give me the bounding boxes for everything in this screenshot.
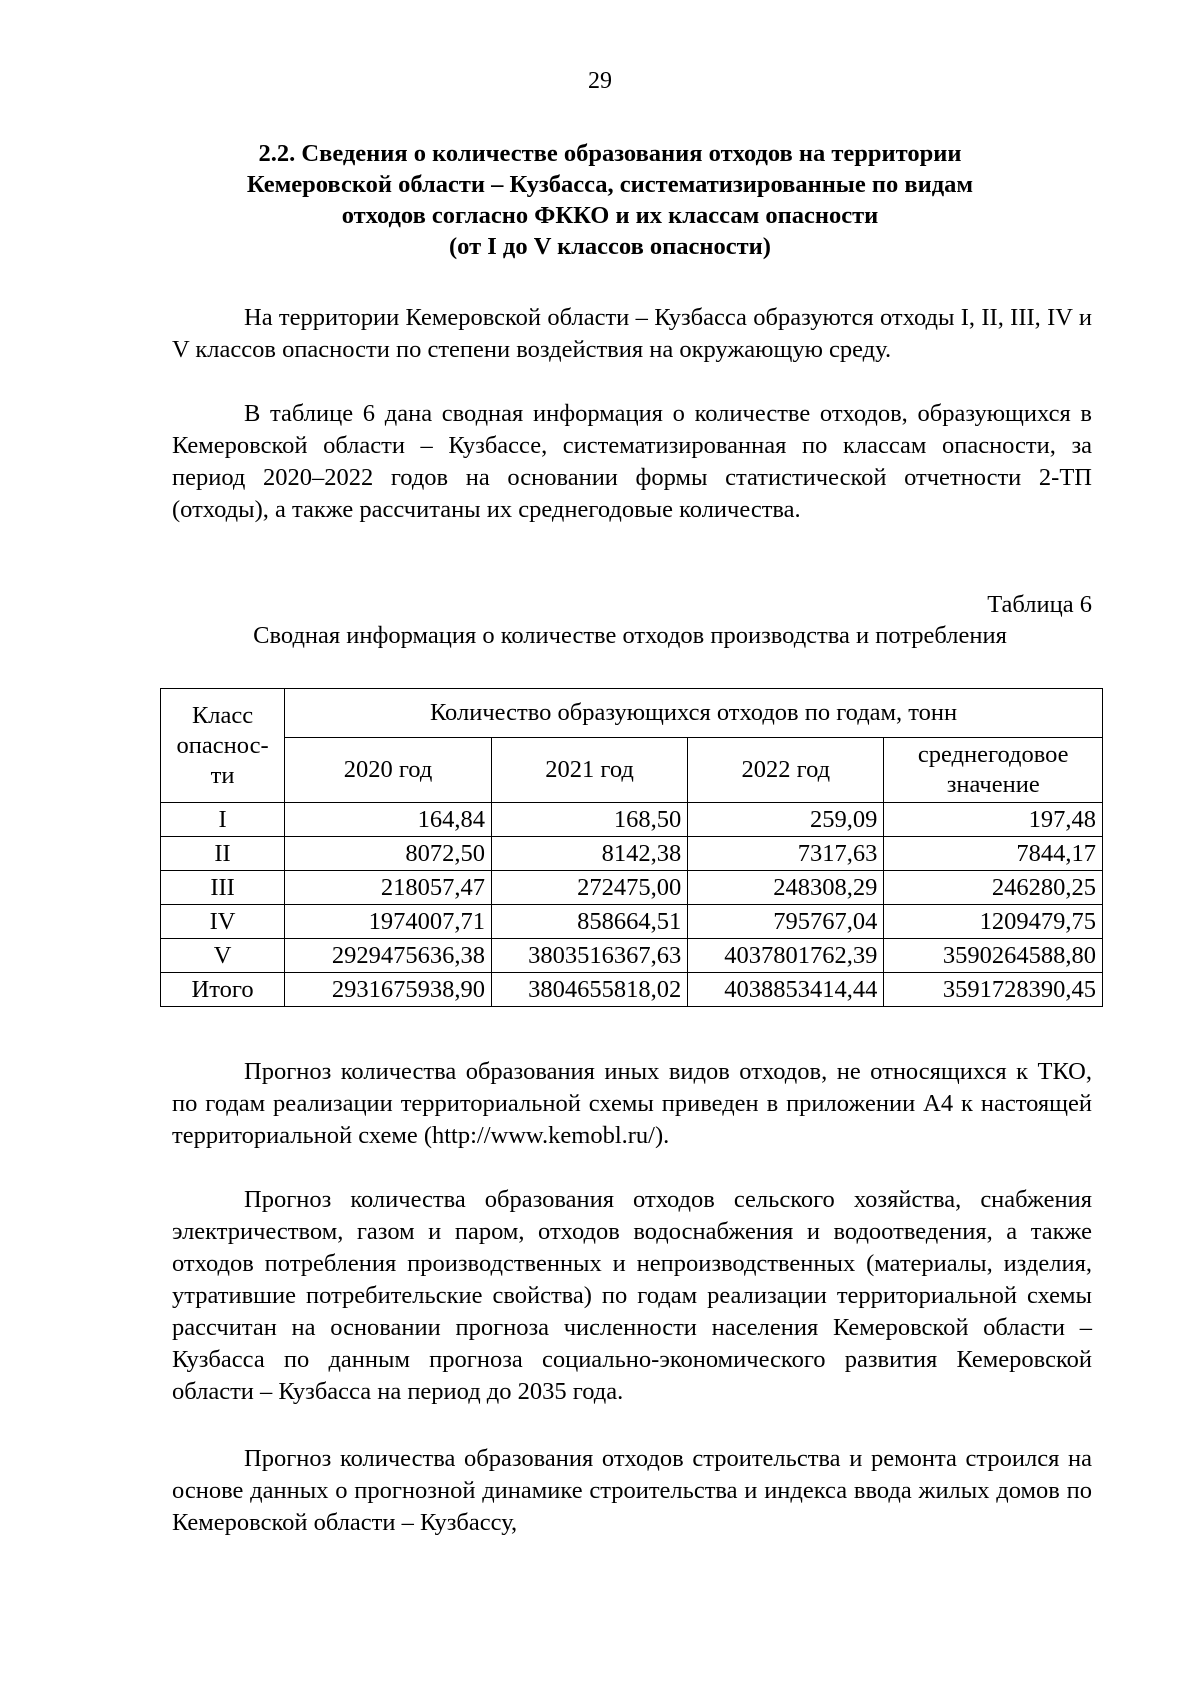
cell-value: 7844,17: [884, 837, 1103, 871]
header-col: среднегодовое значение: [884, 738, 1103, 803]
cell-value: 3590264588,80: [884, 939, 1103, 973]
cell-value: 4037801762,39: [688, 939, 884, 973]
section-title: [150, 138, 1070, 262]
cell-value: 2931675938,90: [285, 973, 492, 1007]
cell-value: 8142,38: [491, 837, 687, 871]
section-title-line: 2.2. Сведения о количестве образования отходов на территории: [258, 140, 962, 167]
header-col: 2020 год: [285, 738, 492, 803]
cell-value: 4038853414,44: [688, 973, 884, 1007]
header-group: Количество образующихся отходов по годам, тонн: [285, 689, 1103, 738]
row-class: I: [161, 803, 285, 837]
cell-value: 3803516367,63: [491, 939, 687, 973]
row-class: V: [161, 939, 285, 973]
paragraph-forecast-agriculture: Прогноз количества образования отходов сельского хозяйства, снабжения электричеством, газом и паром, отходов водоснабжения и водоотведения, а также отходов потребления производственных и непроизводственных (материалы, изделия, утратившие потребительские свойства) по годам реализации территориальной схемы рассчитан на основании прогноза численности населения Кемеровской области – Кузбасса по данным прогноза социально-экономического развития Кемеровской области – Кузбасса на период до 2035 года.: [172, 1186, 1092, 1405]
row-class: III: [161, 871, 285, 905]
header-hazard-class: Класс опаснос-ти: [161, 689, 285, 803]
cell-value: 248308,29: [688, 871, 884, 905]
cell-value: 2929475636,38: [285, 939, 492, 973]
paragraph-table-description: В таблице 6 дана сводная информация о количестве отходов, образующихся в Кемеровской области – Кузбассе, систематизированная по классам опасности, за период 2020–2022 годов на основании формы статистической отчетности 2-ТП (отходы), а также рассчитаны их среднегодовые количества.: [172, 400, 1092, 523]
cell-value: 272475,00: [491, 871, 687, 905]
table-label: Таблица 6: [987, 591, 1092, 618]
table-row: [161, 803, 1103, 837]
table-row: [161, 837, 1103, 871]
paragraph-forecast-other: Прогноз количества образования иных видов отходов, не относящихся к ТКО, по годам реализации территориальной схемы приведен в приложении А4 к настоящей территориальной схеме (http://www.kemobl.ru/).: [172, 1058, 1092, 1149]
row-class: II: [161, 837, 285, 871]
cell-value: 218057,47: [285, 871, 492, 905]
cell-value: 1974007,71: [285, 905, 492, 939]
row-class: IV: [161, 905, 285, 939]
row-class: Итого: [161, 973, 285, 1007]
table-row: [161, 939, 1103, 973]
section-title-line: (от I до V классов опасности): [449, 233, 771, 260]
table-row: [161, 905, 1103, 939]
page-number: 29: [588, 68, 612, 94]
header-col: 2021 год: [491, 738, 687, 803]
cell-value: 164,84: [285, 803, 492, 837]
paragraph-forecast-construction: Прогноз количества образования отходов строительства и ремонта строился на основе данных о прогнозной динамике строительства и индекса ввода жилых домов по Кемеровской области – Кузбассу,: [172, 1445, 1092, 1536]
cell-value: 168,50: [491, 803, 687, 837]
table-row-total: [161, 973, 1103, 1007]
cell-value: 3591728390,45: [884, 973, 1103, 1007]
waste-table: [160, 688, 1103, 1007]
cell-value: 8072,50: [285, 837, 492, 871]
paragraph-intro: На территории Кемеровской области – Кузбасса образуются отходы I, II, III, IV и V классов опасности по степени воздействия на окружающую среду.: [172, 304, 1092, 363]
cell-value: 197,48: [884, 803, 1103, 837]
cell-value: 259,09: [688, 803, 884, 837]
header-col: 2022 год: [688, 738, 884, 803]
section-title-line: отходов согласно ФККО и их классам опасности: [341, 202, 879, 229]
cell-value: 246280,25: [884, 871, 1103, 905]
section-title-line: Кемеровской области – Кузбасса, систематизированные по видам: [246, 171, 974, 198]
cell-value: 3804655818,02: [491, 973, 687, 1007]
cell-value: 858664,51: [491, 905, 687, 939]
cell-value: 1209479,75: [884, 905, 1103, 939]
cell-value: 7317,63: [688, 837, 884, 871]
cell-value: 795767,04: [688, 905, 884, 939]
table-row: [161, 871, 1103, 905]
table-caption: Сводная информация о количестве отходов производства и потребления: [253, 622, 1007, 649]
